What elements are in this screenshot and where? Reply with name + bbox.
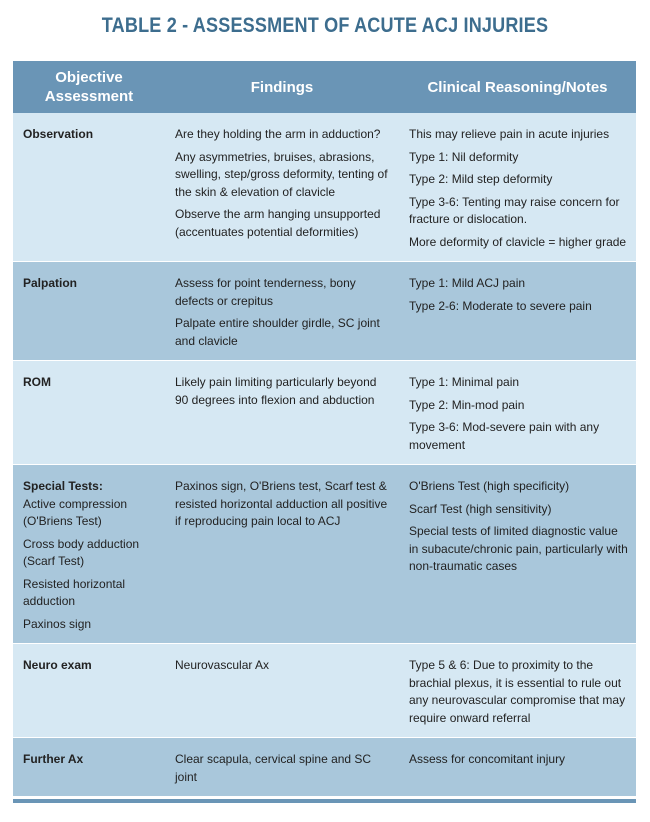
finding-item: Any asymmetries, bruises, abrasions, swelling, step/gross deformity, tenting of the skin & elevation of clavicle <box>175 149 388 199</box>
assessment-label: ROM <box>23 375 51 389</box>
table-body <box>13 113 636 796</box>
header-assessment-line: Assessment <box>44 88 134 105</box>
clinical-note-item: Type 2: Min-mod pain <box>409 397 525 412</box>
finding-item: Are they holding the arm in adduction? <box>175 127 381 141</box>
clinical-notes-cell <box>399 465 636 644</box>
clinical-note-item: Type 5 & 6: Due to proximity to the brachial plexus, it is essential to rule out any neurovascular compromise that may require onward referral <box>409 658 626 725</box>
clinical-note-item: Type 1: Minimal pain <box>409 375 520 389</box>
clinical-note-item: Assess for concomitant injury <box>409 752 566 766</box>
objective-assessment-cell <box>13 113 165 262</box>
finding-item: Paxinos sign, O'Briens test, Scarf test & resisted horizontal adduction all positive if reproducing pain local to ACJ <box>175 479 388 528</box>
table-row <box>13 361 636 465</box>
objective-assessment-cell <box>13 738 165 797</box>
findings-cell <box>165 361 399 465</box>
findings-cell <box>165 262 399 361</box>
clinical-note-item: This may relieve pain in acute injuries <box>409 127 610 141</box>
table-row <box>13 113 636 262</box>
finding-item: Clear scapula, cervical spine and SC joint <box>175 752 372 784</box>
assessment-label: Palpation <box>23 276 78 290</box>
clinical-notes-cell <box>399 262 636 361</box>
objective-assessment-cell <box>13 262 165 361</box>
objective-assessment-cell <box>13 644 165 738</box>
assessment-label: Further Ax <box>23 752 84 766</box>
clinical-note-item: More deformity of clavicle = higher grade <box>409 234 627 249</box>
finding-item: Assess for point tenderness, bony defects or crepitus <box>175 276 356 308</box>
header-row <box>13 61 636 113</box>
assessment-label: Neuro exam <box>23 658 92 672</box>
clinical-note-item: Scarf Test (high sensitivity) <box>409 501 552 516</box>
bottom-rule <box>13 799 636 803</box>
table-row <box>13 644 636 738</box>
assessment-sub-item: Cross body adduction (Scarf Test) <box>23 536 140 568</box>
assessment-label: Special Tests: <box>23 479 103 493</box>
clinical-notes-cell <box>399 361 636 465</box>
clinical-note-item: Type 2-6: Moderate to severe pain <box>409 298 592 313</box>
finding-item: Likely pain limiting particularly beyond 90 degrees into flexion and abduction <box>175 375 377 407</box>
clinical-note-item: Type 2: Mild step deformity <box>409 172 553 186</box>
table-row <box>13 465 636 644</box>
finding-item: Observe the arm hanging unsupported (accentuates potential deformities) <box>175 207 381 239</box>
assessment-sub-item: Active compression (O'Briens Test) <box>23 496 128 528</box>
assessment-label: Observation <box>23 127 94 141</box>
clinical-note-item: O'Briens Test (high specificity) <box>409 479 570 493</box>
clinical-note-item: Type 3-6: Mod-severe pain with any movement <box>409 420 600 452</box>
clinical-notes-cell <box>399 113 636 262</box>
clinical-notes-cell <box>399 644 636 738</box>
findings-cell <box>165 113 399 262</box>
header-objective-assessment <box>13 61 165 113</box>
clinical-notes-cell <box>399 738 636 797</box>
objective-assessment-cell <box>13 465 165 644</box>
clinical-note-item: Type 1: Mild ACJ pain <box>409 276 526 290</box>
finding-item: Palpate entire shoulder girdle, SC joint and clavicle <box>175 316 380 348</box>
objective-assessment-cell <box>13 361 165 465</box>
clinical-note-item: Type 3-6: Tenting may raise concern for fracture or dislocation. <box>409 194 620 226</box>
table-row <box>13 738 636 797</box>
header-findings: Findings <box>165 61 399 113</box>
header-objective-line: Objective <box>55 69 123 86</box>
header-clinical-notes: Clinical Reasoning/Notes <box>399 61 636 113</box>
assessment-sub-item: Resisted horizontal adduction <box>23 576 126 608</box>
finding-item: Neurovascular Ax <box>175 658 270 672</box>
assessment-table-container <box>13 61 636 796</box>
clinical-note-item: Type 1: Nil deformity <box>409 149 519 164</box>
findings-cell <box>165 738 399 797</box>
assessment-sub-item: Paxinos sign <box>23 616 92 631</box>
clinical-note-item: Special tests of limited diagnostic value in subacute/chronic pain, particularly with non-traumatic cases <box>409 524 628 573</box>
assessment-table <box>13 61 636 796</box>
table-title: TABLE 2 - ASSESSMENT OF ACUTE ACJ INJURIES <box>101 14 549 37</box>
table-row <box>13 262 636 361</box>
findings-cell <box>165 644 399 738</box>
findings-cell <box>165 465 399 644</box>
